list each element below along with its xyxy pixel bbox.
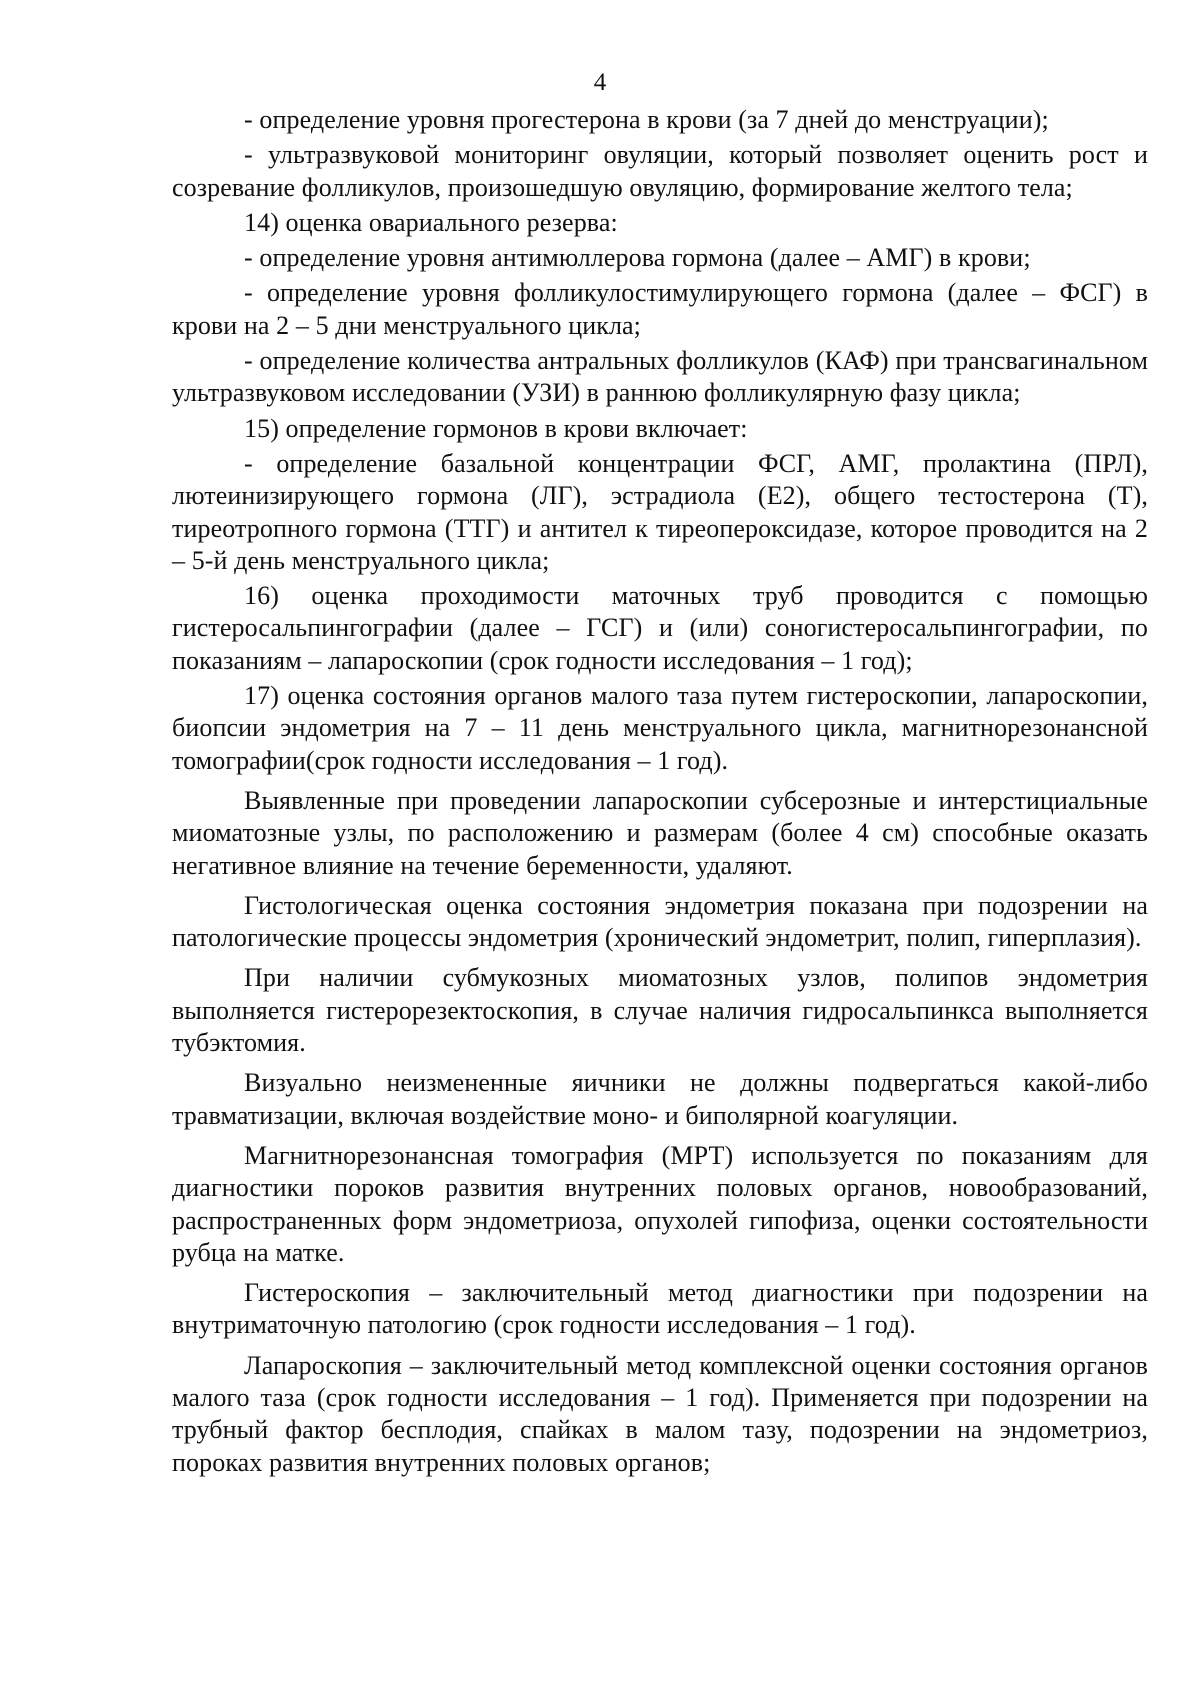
paragraph-myomatous-nodes: Выявленные при проведении лапароскопии субсерозные и интерстициальные миоматозные узлы, по расположению и размерам (более 4 см) способные оказать негативное влияние на течение беременности, удаляют. — [172, 785, 1148, 880]
paragraph-mri: Магнитнорезонансная томография (МРТ) используется по показаниям для диагностики пороков развития внутренних половых органов, новообразований, распространенных форм эндометриоза, опухолей гипофиза, оценки состоятельности рубца на матке. — [172, 1140, 1148, 1267]
paragraph-ovaries: Визуально неизмененные яичники не должны подвергаться какой-либо травматизации, включая воздействие моно- и биполярной коагуляции. — [172, 1068, 1148, 1130]
paragraph-hormones: 15) определение гормонов в крови включает: — [244, 413, 748, 443]
paragraph-laparoscopy: Лапароскопия – заключительный метод комплексной оценки состояния органов малого таза (срок годности исследования – 1 год). Применяется при подозрении на трубный фактор бесплодия, спайках в малом тазу, подозрении на эндометриоз, пороках развития внутренних половых органов; — [172, 1350, 1148, 1477]
paragraph-progesterone: - определение уровня прогестерона в крови (за 7 дней до менструации); — [244, 105, 1049, 134]
paragraph-pelvic-assessment: 17) оценка состояния органов малого таза путем гистероскопии, лапароскопии, биопсии эндометрия на 7 – 11 день менструального цикла, магнитнорезонансной томографии(срок годности исследования – 1 год). — [172, 681, 1148, 775]
paragraph-tubal-patency: 16) оценка проходимости маточных труб проводится с помощью гистеросальпингографии (далее – ГСГ) и (или) соногистеросальпингографии, по показаниям – лапароскопии (срок годности исследования – 1 год); — [172, 581, 1148, 675]
page-number: 4 — [593, 69, 607, 96]
paragraph-ovarian-reserve: 14) оценка овариального резерва: — [244, 207, 618, 237]
paragraph-fsh: - определение уровня фолликулостимулирующего гормона (далее – ФСГ) в крови на 2 – 5 дни менструального цикла; — [172, 278, 1148, 340]
paragraph-amh: - определение уровня антимюллерова гормона (далее – АМГ) в крови; — [244, 243, 1031, 273]
paragraph-hysteroscopy: Гистероскопия – заключительный метод диагностики при подозрении на внутриматочную патологию (срок годности исследования – 1 год). — [172, 1278, 1148, 1340]
document-body — [172, 104, 1148, 1482]
paragraph-submucous-nodes: При наличии субмукозных миоматозных узлов, полипов эндометрия выполняется гистерорезектоскопия, в случае наличия гидросальпинкса выполняется тубэктомия. — [172, 963, 1148, 1058]
paragraph-ultrasound-monitoring: - ультразвуковой мониторинг овуляции, который позволяет оценить рост и созревание фолликулов, произошедшую овуляцию, формирование желтого тела; — [172, 140, 1148, 202]
paragraph-histology: Гистологическая оценка состояния эндометрия показана при подозрении на патологические процессы эндометрия (хронический эндометрит, полип, гиперплазия). — [172, 890, 1148, 953]
paragraph-basal-concentration: - определение базальной концентрации ФСГ, АМГ, пролактина (ПРЛ), лютеинизирующего гормона (ЛГ), эстрадиола (Е2), общего тестостерона (Т), тиреотропного гормона (ТТГ) и антител к тиреопероксидазе, которое проводится на 2 – 5-й день менструального цикла; — [172, 448, 1148, 575]
paragraph-afc: - определение количества антральных фолликулов (КАФ) при трансвагинальном ультразвуковом исследовании (УЗИ) в раннюю фолликулярную фазу цикла; — [172, 346, 1148, 408]
